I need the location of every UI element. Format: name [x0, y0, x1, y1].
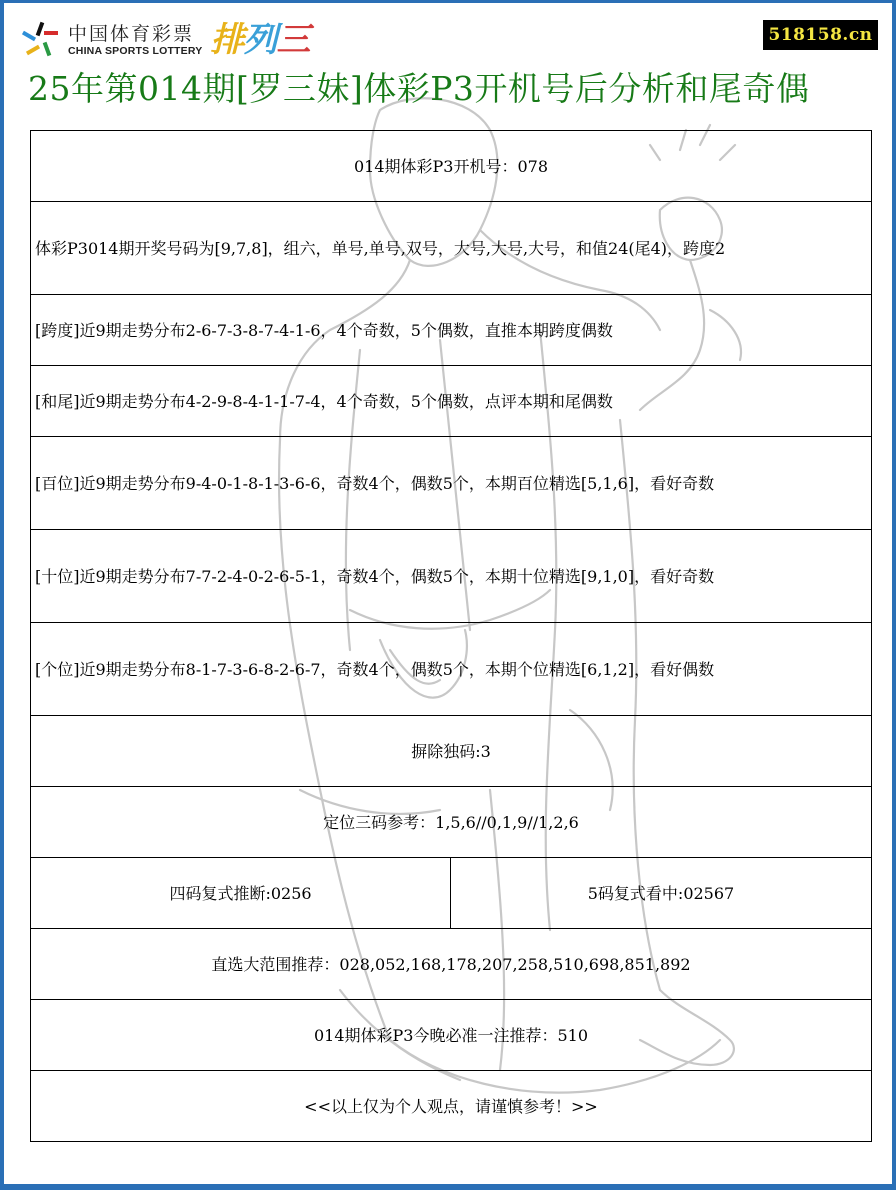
site-badge[interactable]: 518158.cn	[763, 20, 878, 50]
span-trend-cell: [跨度]近9期走势分布2-6-7-3-8-7-4-1-6，4个奇数，5个偶数，直推本期跨度偶数	[31, 295, 872, 366]
single-pick-cell: 014期体彩P3今晚必准一注推荐：510	[31, 1000, 872, 1071]
draw-result-cell: 体彩P3014期开奖号码为[9,7,8]，组六，单号,单号,双号，大号,大号,大号，和值24(尾4)，跨度2	[31, 202, 872, 295]
logo-org-cn: 中国体育彩票	[68, 23, 195, 45]
table-row	[31, 437, 872, 530]
disclaimer-cell: <<以上仅为个人观点，请谨慎参考！>>	[31, 1071, 872, 1142]
table-row	[31, 716, 872, 787]
table-row	[31, 1000, 872, 1071]
pailie3-logo: 排列三	[210, 20, 310, 60]
hundreds-trend-cell: [百位]近9期走势分布9-4-0-1-8-1-3-6-6，奇数4个，偶数5个，本期百位精选[5,1,6]，看好奇数	[31, 437, 872, 530]
china-sports-lottery-logo	[18, 18, 309, 62]
table-row	[31, 295, 872, 366]
four-code-cell: 四码复式推断:0256	[31, 858, 451, 929]
table-row	[31, 530, 872, 623]
tens-trend-cell: [十位]近9期走势分布7-7-2-4-0-2-6-5-1，奇数4个，偶数5个，本期十位精选[9,1,0]，看好奇数	[31, 530, 872, 623]
kill-number-cell: 摒除独码:3	[31, 716, 872, 787]
table-row	[31, 131, 872, 202]
table-row	[31, 787, 872, 858]
analysis-table	[30, 130, 872, 1142]
direct-range-cell: 直选大范围推荐：028,052,168,178,207,258,510,698,851,892	[31, 929, 872, 1000]
logo-org-en: CHINA SPORTS LOTTERY	[68, 45, 203, 57]
units-trend-cell: [个位]近9期走势分布8-1-7-3-6-8-2-6-7，奇数4个，偶数5个，本期个位精选[6,1,2]，看好偶数	[31, 623, 872, 716]
table-row	[31, 858, 872, 929]
table-row	[31, 366, 872, 437]
table-row	[31, 623, 872, 716]
table-row	[31, 929, 872, 1000]
machine-number-cell: 014期体彩P3开机号：078	[31, 131, 872, 202]
sum-tail-trend-cell: [和尾]近9期走势分布4-2-9-8-4-1-1-7-4，4个奇数，5个偶数，点评本期和尾偶数	[31, 366, 872, 437]
table-row	[31, 202, 872, 295]
five-code-cell: 5码复式看中:02567	[451, 858, 872, 929]
page-title: 25年第014期[罗三妹]体彩P3开机号后分析和尾奇偶	[28, 69, 810, 108]
table-row	[31, 1071, 872, 1142]
lottery-star-logo-icon	[18, 18, 62, 62]
positional-three-cell: 定位三码参考：1,5,6//0,1,9//1,2,6	[31, 787, 872, 858]
